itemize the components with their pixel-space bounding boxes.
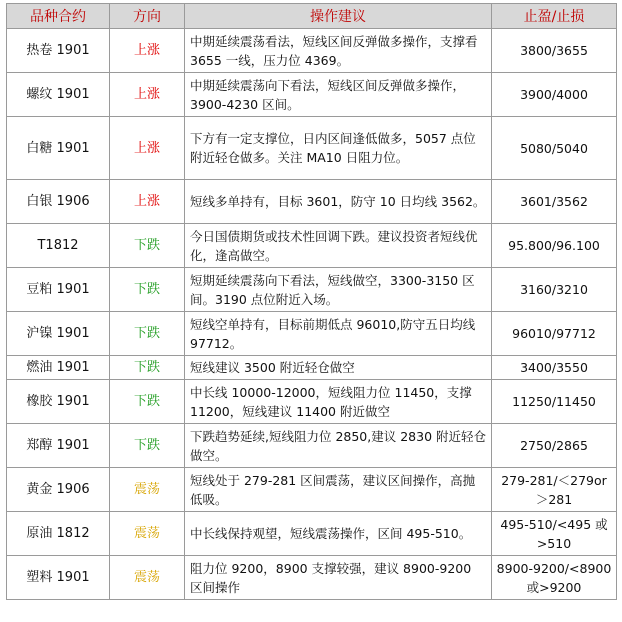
table-row	[7, 356, 617, 380]
advice-cell: 下方有一定支撑位，日内区间逢低做多，5057 点位附近轻仓做多。关注 MA10 日阻力位。	[185, 117, 492, 180]
direction-cell: 上涨	[110, 180, 185, 224]
stop-cell: 3800/3655	[492, 29, 617, 73]
direction-cell: 震荡	[110, 468, 185, 512]
direction-cell: 下跌	[110, 268, 185, 312]
direction-cell: 下跌	[110, 312, 185, 356]
stop-cell: 8900-9200/<8900 或>9200	[492, 556, 617, 600]
stop-cell: 2750/2865	[492, 424, 617, 468]
contract-cell: 热卷 1901	[7, 29, 110, 73]
advice-cell: 短线多单持有，目标 3601，防守 10 日均线 3562。	[185, 180, 492, 224]
table-row	[7, 224, 617, 268]
table-row	[7, 268, 617, 312]
advice-cell: 短线建议 3500 附近轻仓做空	[185, 356, 492, 380]
contract-cell: 沪镍 1901	[7, 312, 110, 356]
stop-cell: 3400/3550	[492, 356, 617, 380]
stop-cell: 495-510/<495 或>510	[492, 512, 617, 556]
contract-cell: 橡胶 1901	[7, 380, 110, 424]
futures-advice-table	[6, 3, 617, 600]
direction-cell: 下跌	[110, 424, 185, 468]
direction-cell: 下跌	[110, 380, 185, 424]
stop-cell: 96010/97712	[492, 312, 617, 356]
stop-cell: 5080/5040	[492, 117, 617, 180]
contract-cell: 豆粕 1901	[7, 268, 110, 312]
advice-cell: 中长线保持观望，短线震荡操作，区间 495-510。	[185, 512, 492, 556]
advice-cell: 下跌趋势延续,短线阻力位 2850,建议 2830 附近轻仓做空。	[185, 424, 492, 468]
contract-cell: 塑料 1901	[7, 556, 110, 600]
contract-cell: 黄金 1906	[7, 468, 110, 512]
advice-cell: 中期延续震荡向下看法，短线区间反弹做多操作， 3900-4230 区间。	[185, 73, 492, 117]
table-row	[7, 380, 617, 424]
table-row	[7, 468, 617, 512]
stop-cell: 95.800/96.100	[492, 224, 617, 268]
table-row	[7, 29, 617, 73]
header-stop: 止盈/止损	[492, 4, 617, 29]
stop-cell: 279-281/＜279or＞281	[492, 468, 617, 512]
table-row	[7, 117, 617, 180]
contract-cell: 燃油 1901	[7, 356, 110, 380]
direction-cell: 震荡	[110, 556, 185, 600]
table-header-row	[7, 4, 617, 29]
stop-cell: 3160/3210	[492, 268, 617, 312]
advice-cell: 短线处于 279-281 区间震荡，建议区间操作，高抛低吸。	[185, 468, 492, 512]
direction-cell: 上涨	[110, 117, 185, 180]
header-contract: 品种合约	[7, 4, 110, 29]
advice-cell: 阻力位 9200，8900 支撑较强，建议 8900-9200 区间操作	[185, 556, 492, 600]
advice-cell: 今日国债期货或技术性回调下跌。建议投资者短线优化，逢高做空。	[185, 224, 492, 268]
direction-cell: 震荡	[110, 512, 185, 556]
contract-cell: T1812	[7, 224, 110, 268]
table-row	[7, 180, 617, 224]
header-direction: 方向	[110, 4, 185, 29]
advice-cell: 短线空单持有，目标前期低点 96010,防守五日均线 97712。	[185, 312, 492, 356]
contract-cell: 白糖 1901	[7, 117, 110, 180]
stop-cell: 3601/3562	[492, 180, 617, 224]
direction-cell: 上涨	[110, 73, 185, 117]
stop-cell: 3900/4000	[492, 73, 617, 117]
direction-cell: 下跌	[110, 224, 185, 268]
contract-cell: 螺纹 1901	[7, 73, 110, 117]
contract-cell: 白银 1906	[7, 180, 110, 224]
table-row	[7, 312, 617, 356]
table-row	[7, 556, 617, 600]
contract-cell: 原油 1812	[7, 512, 110, 556]
advice-table-container	[6, 3, 616, 600]
direction-cell: 上涨	[110, 29, 185, 73]
advice-cell: 中期延续震荡看法，短线区间反弹做多操作，支撑看 3655 一线，压力位 4369。	[185, 29, 492, 73]
contract-cell: 郑醇 1901	[7, 424, 110, 468]
table-row	[7, 512, 617, 556]
table-row	[7, 424, 617, 468]
advice-cell: 中长线 10000-12000，短线阻力位 11450，支撑 11200，短线建议 11400 附近做空	[185, 380, 492, 424]
advice-cell: 短期延续震荡向下看法，短线做空，3300-3150 区间。3190 点位附近入场。	[185, 268, 492, 312]
stop-cell: 11250/11450	[492, 380, 617, 424]
header-advice: 操作建议	[185, 4, 492, 29]
table-row	[7, 73, 617, 117]
direction-cell: 下跌	[110, 356, 185, 380]
